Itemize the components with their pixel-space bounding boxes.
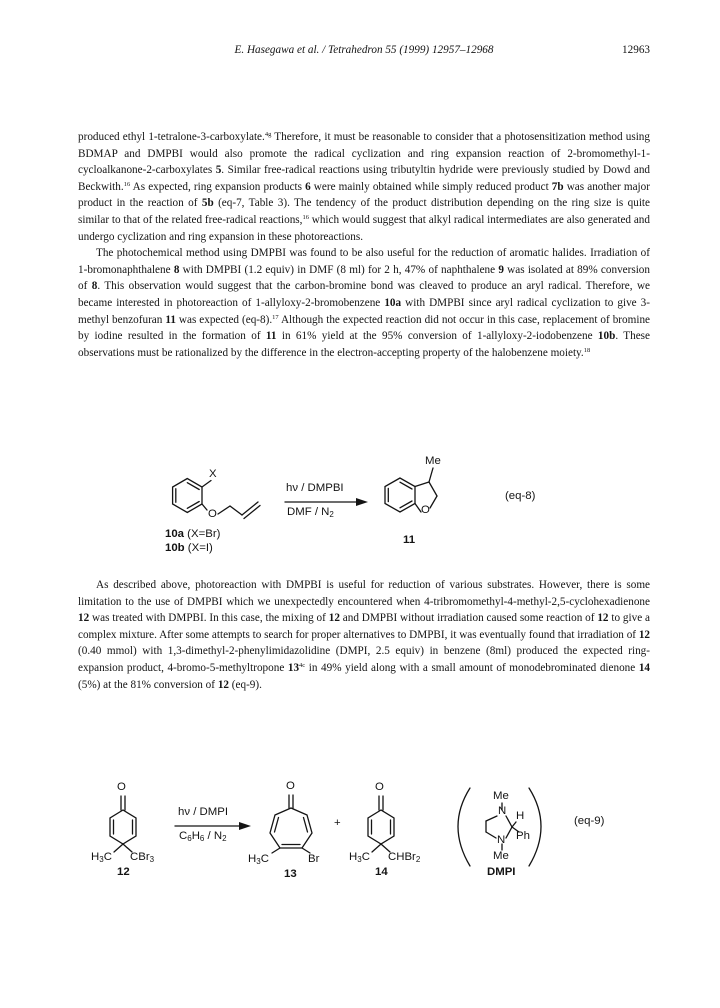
dmpi-methyl-bottom: Me <box>493 850 509 862</box>
compound-ref: 12 <box>638 628 650 641</box>
equation-number-eq9: (eq-9) <box>574 815 605 827</box>
compound-ref: 5b <box>201 197 214 210</box>
substituent-x-label: X <box>209 468 217 480</box>
methyl-label-13: $H_3C$ <box>248 853 269 866</box>
ring-oxygen-label: O <box>421 504 430 516</box>
compound-ref: 8 <box>173 263 180 276</box>
compound-label-12: 12 <box>117 866 130 878</box>
compound-ref: 5 <box>215 164 222 177</box>
compound-ref: 8 <box>91 280 98 293</box>
carbonyl-oxygen-13: O <box>286 780 295 792</box>
bromo-label-13: Br <box>308 853 320 865</box>
running-head: E. Hasegawa et al. / Tetrahedron 55 (1999) 12957–12968 <box>234 44 494 56</box>
plus-sign: + <box>334 817 341 829</box>
compound-label-13: 13 <box>284 868 297 880</box>
compound-ref: 11 <box>265 330 277 343</box>
dmpi-phenyl: Ph <box>516 830 530 842</box>
dmpi-hydrogen: H <box>516 810 525 822</box>
reference-mark: 18 <box>583 346 591 354</box>
tribromomethyl-label-12: CBr$_3$ <box>130 851 155 864</box>
compound-ref: 9 <box>498 263 504 276</box>
carbonyl-oxygen-14: O <box>375 781 384 793</box>
paragraph-2: The photochemical method using DMPBI was found to be also useful for the reduction of aromatic halides. Irradiation of 1-bromonaphthalene 8 with DMPBI (1.2 equiv) in DMF (8 ml) for 2 h, 47% of naphthalene 9 was isolated at 89% conversion of 8. This observation would suggest that the carbon-bromine bond was cleaved to produce an aryl radical. Therefore, we became interested in photoreaction of 1-allyloxy-2-bromobenzene 10a with DMPBI since aryl radical cyclization to give 3-methyl benzofuran 11 was expected (eq-8).$^{17}$ Although the expected reaction did not occur in this case, replacement of bromine by iodine resulted in the formation of 11 in 61% yield at the 95% conversion of 1-allyloxy-2-iodobenzene 10b. These observations must be rationalized by the difference in the electron-accepting property of the halobenzene moiety.$^{18}$ <box>78 247 651 359</box>
dmpi-nitrogen-top: N <box>498 805 507 817</box>
compound-ref: 13 <box>287 661 300 674</box>
compound-label-14: 14 <box>375 866 388 878</box>
methyl-label-14: $H_3C$ <box>349 851 370 864</box>
compound-ref: 11 <box>165 313 176 326</box>
equation-number-eq8: (eq-8) <box>505 490 536 502</box>
dmpi-label: DMPI <box>487 866 516 878</box>
page-number: 12963 <box>622 44 650 56</box>
dmpi-nitrogen-bottom: N <box>497 834 506 846</box>
reference-mark: 17 <box>272 313 279 321</box>
arrow-conditions-label: $C_6H_6 / N_2$ <box>179 830 227 843</box>
compound-ref: 7b <box>551 180 564 193</box>
compound-ref: 12 <box>328 612 340 625</box>
paragraph-3: As described above, photoreaction with DMPBI is useful for reduction of various substrates. However, there is some limitation to the use of DMPBI which we unexpectedly encountered when 4-tribromomethyl-4-methyl-2,5-cyclohexadienone 12 was treated with DMPBI. In this case, the mixing of 12 and DMPBI without irradiation caused some reaction of 12 to give a complex mixture. After some attempts to search for proper alternatives to DMPBI, it was eventually found that irradiation of 12 (0.40 mmol) with 1,3-dimethyl-2-phenylimidazolidine (DMPI, 2.5 equiv) in benzene (8ml) produced the expected ring-expansion product, 4-bromo-5-methyltropone $13^{4c}$ in 49% yield along with a small amount of monodebrominated dienone 14 (5%) at the 81% conversion of 12 (eq-9). <box>78 579 650 691</box>
compound-label-11: 11 <box>403 534 416 546</box>
paragraph-1: produced ethyl 1-tetralone-3-carboxylate.$^{4g}$ Therefore, it must be reasonable to consider that a photosensitization method using BDMAP and DMPBI would also promote the radical cyclization and ring expansion reaction of 2-bromomethyl-1-cycloalkanone-2-carboxylates 5. Similar free-radical reactions using tributyltin hydride were previously studied by Dowd and Beckwith.$^{16}$ As expected, ring expansion products 6 were mainly obtained while simply reduced product 7b was another major product in the reaction of 5b (eq-7, Table 3). The tendency of the product distribution depending on the ring size is quite similar to that of the related free-radical reactions,$^{16}$ which would suggest that alkyl radical intermediates are also generated and undergo cyclization and ring expansion in these photoreactions. <box>78 131 651 243</box>
arrow-conditions-label: DMF / $N_2$ <box>287 506 334 519</box>
compound-ref: 12 <box>78 612 90 625</box>
compound-label-10b: 10b (X=I) <box>165 542 213 554</box>
reference-mark: 16 <box>123 180 131 188</box>
compound-ref: 10b <box>597 330 616 343</box>
compound-ref: 6 <box>305 180 311 193</box>
compound-label-10a: 10a (X=Br) <box>165 528 221 540</box>
reference-mark: 4g <box>264 131 272 138</box>
compound-ref: 12 <box>217 678 229 691</box>
compound-ref: 14 <box>638 661 650 674</box>
arrow-reagent-label: hν / DMPI <box>178 806 229 818</box>
reference-mark: 4c <box>299 661 306 669</box>
arrow-reagent-label: hν / DMPBI <box>286 482 344 494</box>
methyl-label-12: $H_3C$ <box>91 851 112 864</box>
compound-ref: 10a <box>384 296 402 309</box>
methyl-label: Me <box>425 455 441 467</box>
reference-mark: 16 <box>302 213 309 221</box>
ether-oxygen-label: O <box>208 508 217 520</box>
compound-ref: 12 <box>597 612 609 625</box>
carbonyl-oxygen-12: O <box>117 781 126 793</box>
dmpi-methyl-top: Me <box>493 790 509 802</box>
tropone-ring-13 <box>270 808 312 848</box>
dibromomethyl-label-14: CHBr$_2$ <box>388 851 421 864</box>
